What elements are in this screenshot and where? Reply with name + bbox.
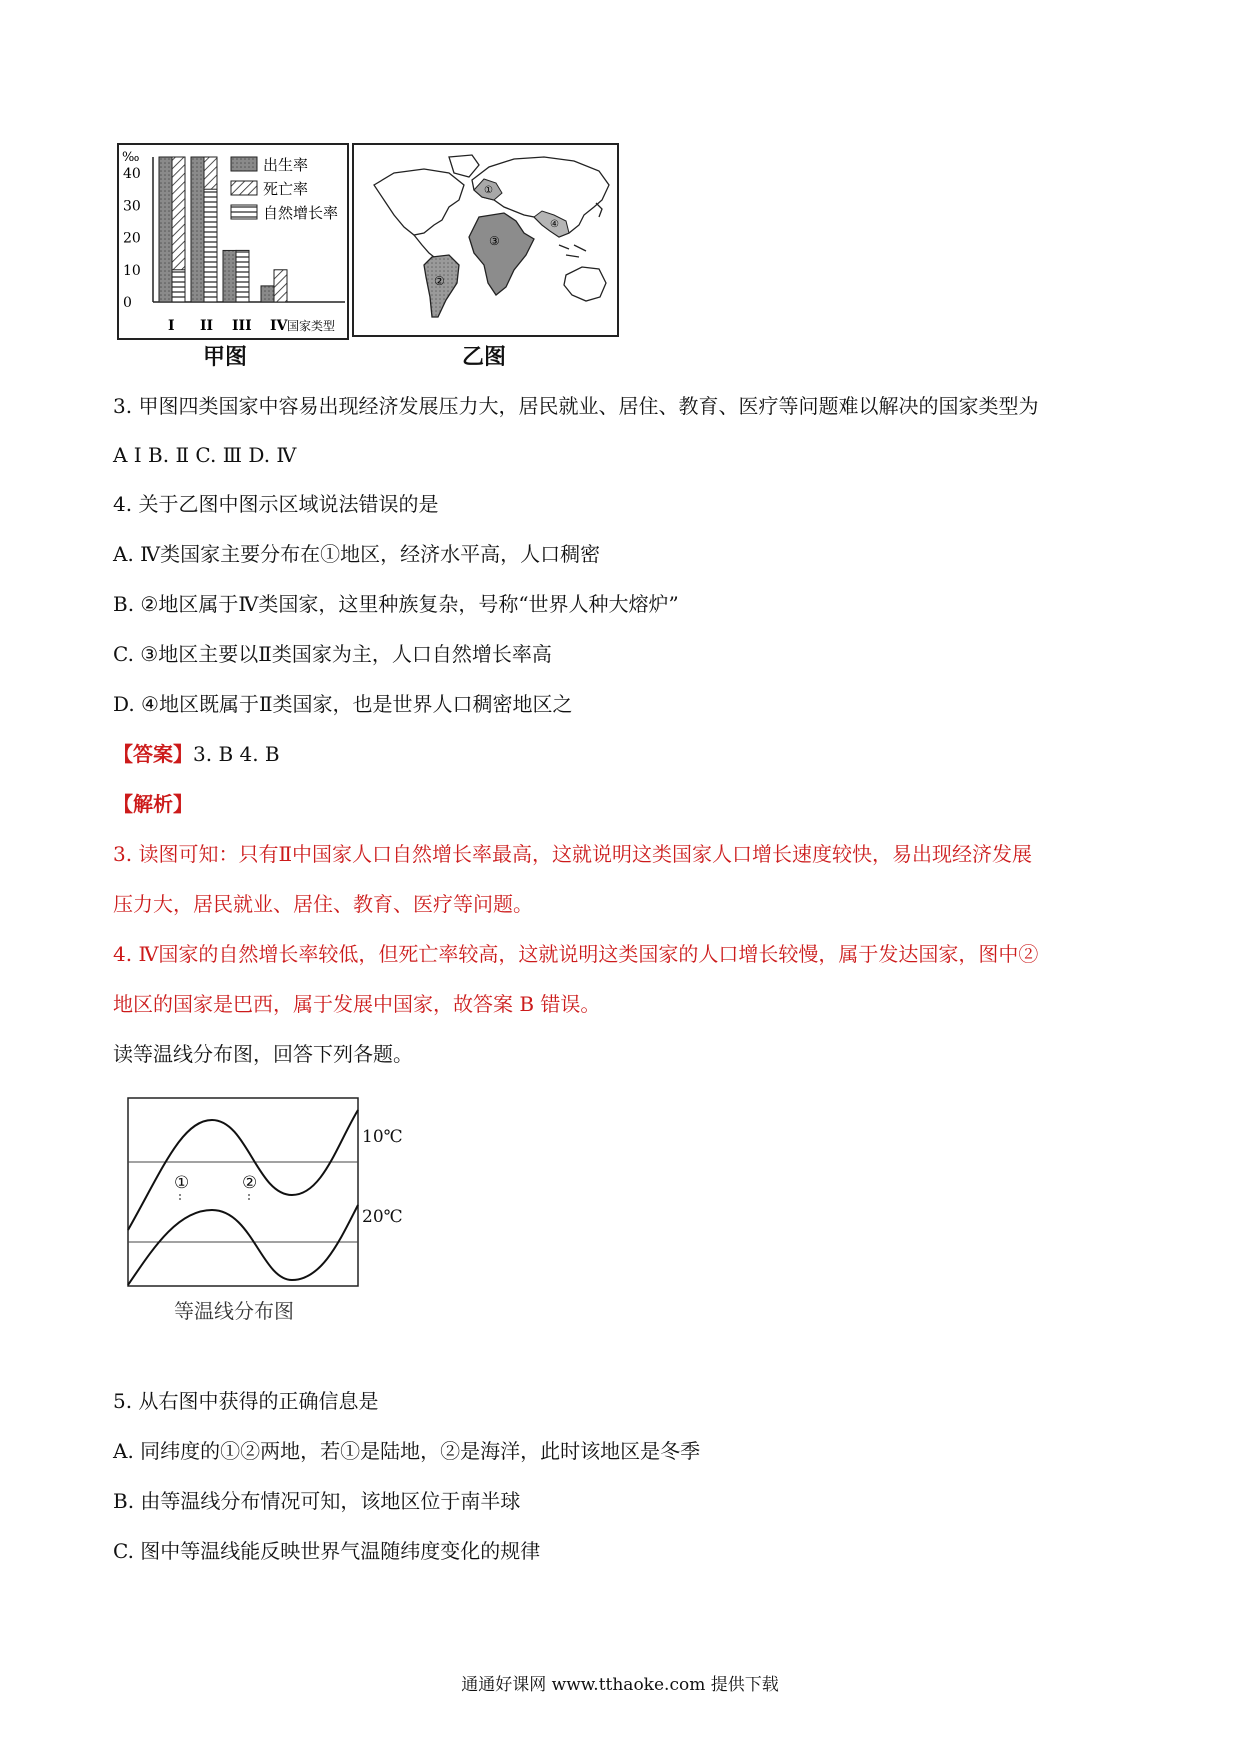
bar-birth-rate: [223, 250, 236, 302]
legend-swatch-natural: [231, 205, 257, 219]
bar-natural-growth: [204, 189, 217, 302]
x-axis-label: 国家类型: [287, 319, 336, 333]
bar-birth-rate: [261, 286, 274, 302]
bar-natural-growth: [236, 250, 249, 302]
bar-birth-rate: [191, 157, 204, 302]
y-tick-label: 40: [123, 166, 141, 183]
answer-line: [113, 740, 280, 768]
figure-isotherm: [112, 1090, 412, 1330]
map-marker-2: ②: [434, 274, 445, 288]
greenland-outline: [449, 155, 479, 177]
caption-jia: 甲图: [203, 344, 248, 370]
isotherm-label-10c: 10℃: [362, 1127, 403, 1147]
question-5-option-c: C. 图中等温线能反映世界气温随纬度变化的规律: [113, 1539, 541, 1563]
figure-jia: [117, 143, 349, 340]
question-4-option-c: C. ③地区主要以Ⅱ类国家为主，人口自然增长率高: [113, 642, 552, 666]
answer-label: 【答案】: [113, 742, 193, 766]
bar-natural-growth: [172, 270, 185, 302]
y-tick-label: 20: [123, 230, 141, 247]
x-tick-label: I: [168, 318, 175, 334]
question-4: 4. 关于乙图中图示区域说法错误的是: [113, 492, 439, 516]
question-4-option-d: D. ④地区既属于Ⅱ类国家，也是世界人口稠密地区之: [113, 692, 573, 716]
question-3-options: A Ⅰ B. Ⅱ C. Ⅲ D. Ⅳ: [113, 443, 297, 467]
isotherm-intro: 读等温线分布图，回答下列各题。: [113, 1042, 413, 1066]
bar-birth-rate: [159, 157, 172, 302]
question-5-option-a: A. 同纬度的①②两地，若①是陆地，②是海洋，此时该地区是冬季: [113, 1439, 701, 1463]
analysis-3-line-2: 压力大，居民就业、居住、教育、医疗等问题。: [113, 892, 533, 916]
legend-swatch-death: [231, 181, 257, 195]
legend-label-death: 死亡率: [263, 180, 309, 198]
caption-yi: 乙图: [462, 344, 507, 370]
y-axis-unit: ‰: [122, 150, 140, 165]
x-tick-label: IV: [270, 318, 288, 334]
question-5-option-b: B. 由等温线分布情况可知，该地区位于南半球: [113, 1489, 521, 1513]
answer-text: 3. B 4. B: [193, 742, 280, 766]
question-5: 5. 从右图中获得的正确信息是: [113, 1389, 379, 1413]
y-tick-label: 0: [123, 295, 132, 311]
map-marker-3: ③: [489, 234, 500, 248]
analysis-4-line-1: 4. Ⅳ国家的自然增长率较低，但死亡率较高，这就说明这类国家的人口增长较慢，属于发达国家，图中②: [113, 942, 1039, 966]
map-marker-1: ①: [484, 185, 493, 196]
legend-label-natural: 自然增长率: [263, 204, 339, 222]
y-tick-label: 30: [123, 198, 141, 215]
legend-swatch-birth: [231, 157, 257, 171]
map-marker-4: ④: [550, 219, 559, 230]
x-tick-label: II: [200, 318, 214, 334]
southeast-asia-islands: [559, 245, 586, 257]
central-america-outline: [414, 235, 434, 257]
isotherm-10c-curve: [128, 1110, 358, 1230]
page-footer: 通通好课网 www.tthaoke.com 提供下载: [461, 1675, 779, 1695]
africa-region: [469, 213, 534, 295]
question-4-option-b: B. ②地区属于Ⅳ类国家，这里种族复杂，号称“世界人种大熔炉”: [113, 592, 679, 616]
jia-bar-chart: [119, 145, 347, 338]
analysis-3-line-1: 3. 读图可知：只有Ⅱ中国家人口自然增长率最高，这就说明这类国家人口增长速度较快，易出现经济发展: [113, 842, 1033, 866]
analysis-label: 【解析】: [113, 792, 193, 816]
isotherm-20c-curve: [128, 1205, 358, 1285]
figure-yi: [352, 143, 619, 337]
point-label-1: ①: [174, 1173, 190, 1193]
legend: [231, 156, 338, 222]
question-4-option-a: A. Ⅳ类国家主要分布在①地区，经济水平高，人口稠密: [113, 542, 601, 566]
north-america-outline: [374, 169, 464, 235]
question-3: 3. 甲图四类国家中容易出现经济发展压力大，居民就业、居住、教育、医疗等问题难以解决的国家类型为: [113, 394, 1039, 418]
legend-label-birth: 出生率: [263, 156, 309, 174]
world-map: [354, 145, 617, 335]
isotherm-label-20c: 20℃: [362, 1207, 403, 1227]
australia-outline: [564, 267, 606, 301]
point-label-2: ②: [242, 1173, 258, 1193]
isotherm-diagram: [112, 1090, 412, 1330]
x-tick-label: III: [232, 318, 252, 334]
isotherm-caption: 等温线分布图: [174, 1299, 294, 1323]
y-tick-label: 10: [123, 262, 141, 279]
bar-death-rate: [274, 270, 287, 302]
analysis-4-line-2: 地区的国家是巴西，属于发展中国家，故答案 B 错误。: [113, 992, 601, 1016]
